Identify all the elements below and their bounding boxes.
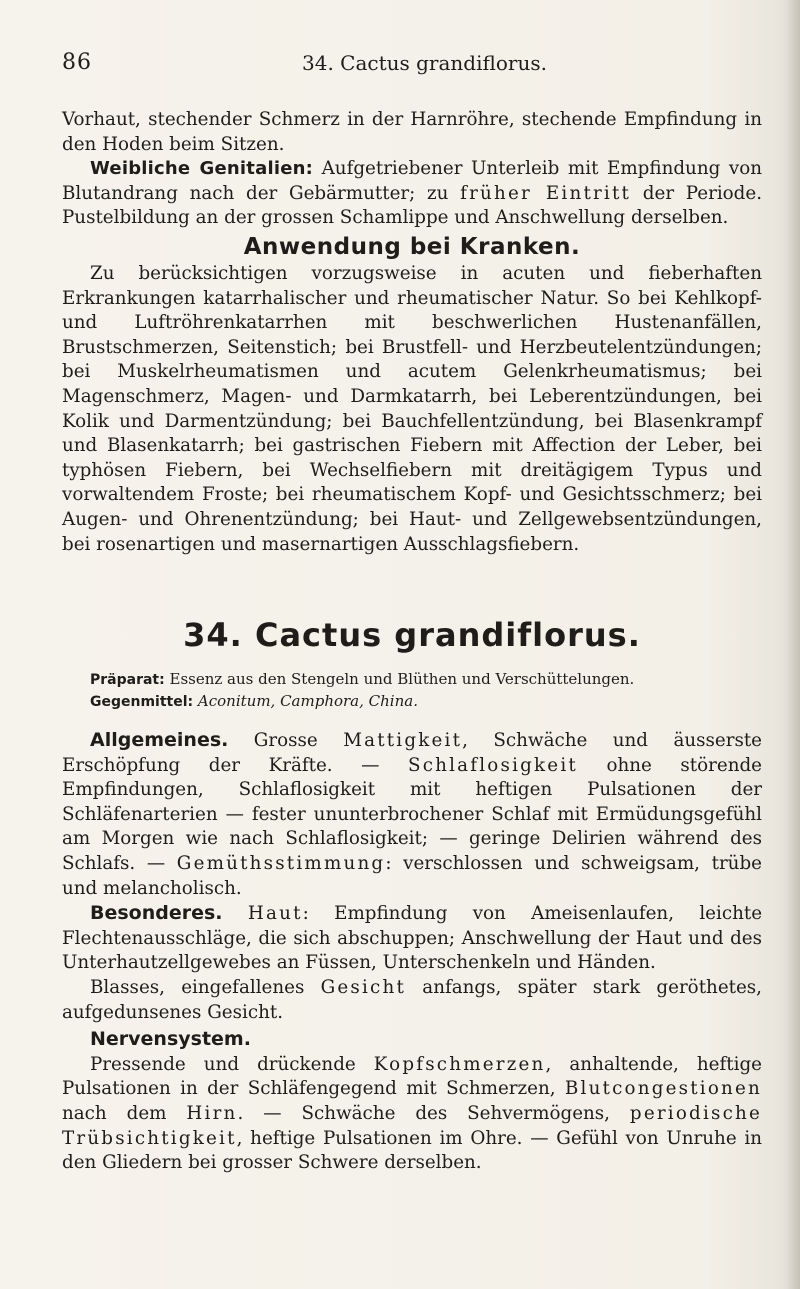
label-allgemeines: Allgemeines.	[90, 729, 229, 752]
paragraph-allgemeines	[62, 728, 762, 901]
besonderes-haut: Haut	[247, 903, 303, 925]
page-number: 86	[62, 50, 92, 75]
chapter-title: 34. Cactus grandiflorus.	[183, 616, 641, 655]
gegenmittel-line	[62, 691, 762, 713]
text-weibliche-after: der Periode. Pustelbildung an der grossen Schamlippe und Anschwellung derselben.	[62, 182, 763, 229]
allgemeines-schlaflosigkeit: Schlaflosigkeit	[408, 754, 578, 776]
label-nervensystem: Nervensystem.	[90, 1028, 251, 1051]
paragraph-besonderes	[62, 901, 762, 976]
label-besonderes: Besonderes.	[90, 902, 223, 925]
paragraph-weibliche-genitalien	[62, 157, 762, 231]
gegenmittel-label: Gegenmittel:	[90, 694, 194, 711]
nerv-hirn: Hirn	[186, 1103, 238, 1124]
nerv-mid1: , anhaltende, heftige Pulsationen in der Schläfengegend mit Schmerzen,	[62, 1053, 762, 1100]
allgemeines-mid1: , Schwäche und äusserste Erschöpfung der Kräfte. —	[62, 730, 762, 776]
allgemeines-after: : verschlossen und schweigsam, trübe und melancholisch.	[62, 853, 762, 899]
nerv-before: Pressende und drückende	[90, 1053, 374, 1075]
nerv-mid3: . — Schwäche des Sehvermögens,	[237, 1103, 630, 1124]
label-weibliche-genitalien: Weibliche Genitalien:	[90, 158, 314, 180]
paragraph-nervensystem	[62, 1053, 762, 1176]
nerv-after: , heftige Pulsationen im Ohre. — Gefühl von Unruhe in den Gliedern bei grosser Schwere derselben.	[62, 1127, 762, 1174]
allgemeines-before: Grosse	[228, 730, 344, 752]
allgemeines-gemuethsstimmung: Gemüthsstimmung	[176, 853, 386, 875]
praeparat-label: Präparat:	[90, 672, 165, 689]
praeparat-text: Essenz aus den Stengeln und Blüthen und Verschüttelungen.	[164, 670, 635, 689]
heading-anwendung: Anwendung bei Kranken.	[243, 233, 581, 260]
heading-nervensystem-line	[90, 1027, 762, 1053]
praeparat-line	[62, 669, 762, 691]
paragraph-anwendung: Zu berücksichtigen vorzugsweise in acuten und fieberhaften Erkrankungen katarrhalischer und rheumatischer Natur. So bei Kehlkopf- und Luftröhrenkatarrhen mit beschwerlichen Hustenanfällen, Brustschmerzen, Seitenstich; bei Brustfell- und Herzbeutelentzündungen; bei Muskelrheumatismen und acutem Gelenkrheumatismus; bei Magenschmerz, Magen- und Darmkatarrh, bei Leberentzündungen, bei Kolik und Darmentzündung; bei Bauchfellentzündung, bei Blasenkrampf und Blasenkatarrh; bei gastrischen Fiebern mit Affection der Leber, bei typhösen Fiebern, bei Wechselfiebern mit dreitägigem Typus und vorwaltendem Froste; bei rheumatischem Kopf- und Gesichtsschmerz; bei Augen- und Ohrenentzündung; bei Haut- und Zellgewebsentzündungen, bei rosenartigen und masernartigen Ausschlagsfiebern.	[62, 262, 762, 555]
besonderes-text: : Empfindung von Ameisenlaufen, leichte Flechtenausschläge, die sich abschuppen; Anschwellung der Haut und des Unterhautzellgewebes an Füssen, Unterschenkeln und Händen.	[62, 903, 763, 974]
nerv-periodische-truebsichtigkeit: periodische Trübsichtigkeit	[62, 1103, 762, 1149]
nerv-kopfschmerzen: Kopfschmerzen	[373, 1053, 546, 1075]
page-edge-shadow	[786, 0, 800, 1289]
text-body	[62, 108, 762, 1176]
paragraph-vorhaut: Vorhaut, stechender Schmerz in der Harnröhre, stechende Empfindung in den Hoden beim Sitzen.	[62, 109, 762, 155]
nerv-mid2: nach dem	[62, 1103, 187, 1124]
blasses-before: Blasses, eingefallenes	[90, 977, 321, 999]
nerv-blutcongestionen: Blutcongestionen	[564, 1078, 762, 1100]
text-frueher-eintritt: früher Eintritt	[460, 182, 632, 204]
blasses-gesicht: Gesicht	[320, 977, 407, 999]
running-head: 34. Cactus grandiflorus.	[302, 51, 547, 75]
paragraph-blasses	[62, 976, 762, 1025]
allgemeines-mid2: ohne störende Empfindungen, Schlaflosigkeit mit heftigen Pulsationen der Schläfenarterien — fester ununterbrochener Schlaf mit Ermüdungsgefühl am Morgen wie nach Schlaflosigkeit; — geringe Delirien während des Schlafs. —	[62, 754, 762, 875]
gegenmittel-text: Aconitum, Camphora, China.	[193, 692, 418, 711]
page-header	[62, 50, 762, 80]
allgemeines-mattigkeit: Mattigkeit	[343, 730, 463, 752]
blasses-after: anfangs, später stark geröthetes, aufgedunsenes Gesicht.	[62, 977, 762, 1023]
text-weibliche-before: Aufgetriebener Unterleib mit Empfindung von Blutandrang nach der Gebärmutter; zu	[62, 158, 762, 204]
